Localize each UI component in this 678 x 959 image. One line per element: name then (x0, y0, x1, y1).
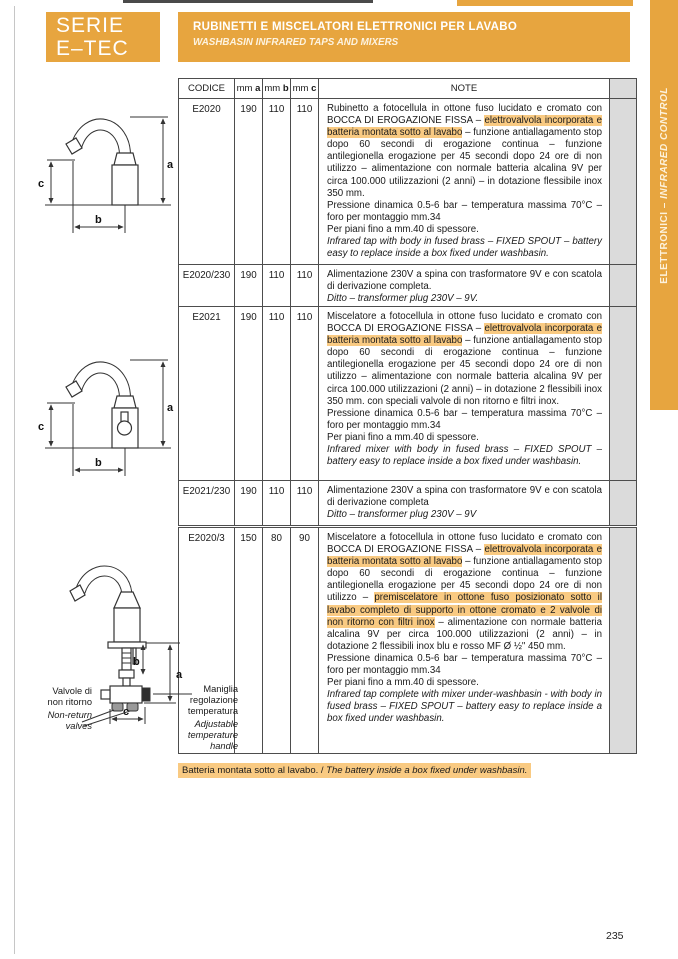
dim-b-letter: b (133, 656, 140, 668)
spacer-cell (610, 265, 637, 310)
connector-stem (123, 678, 130, 686)
note-text: Per piani fino a mm.40 di spessore. (327, 677, 479, 689)
note-text: Pressione dinamica 0.5-6 bar – temperatura massima 70°C – foro per montaggio mm.34 (327, 199, 602, 223)
highlighted-text: premiscelatore in ottone fuso posizionato sotto il lavabo completo di supporto in ottone cromato e 2 valvole di non ritorno con filtri inox (327, 592, 602, 628)
note-paragraph (327, 236, 602, 260)
product-table-e2021 (178, 306, 637, 526)
note-text: Miscelatore a fotocellula in ottone fuso lucidato e cromato con BOCCA DI EROGAZIONE FISSA – (327, 311, 602, 335)
dim-b-letter: b (95, 457, 102, 469)
note-paragraph (327, 677, 602, 689)
note-text: Miscelatore a fotocellula in ottone fuso lucidato e cromato con BOCCA DI EROGAZIONE FISSA – (327, 532, 602, 556)
note-cell (319, 528, 610, 754)
spacer-cell (610, 99, 637, 265)
threaded-shank (122, 648, 131, 670)
mm-label: mm (236, 83, 253, 94)
tap-diagram-e2021 (25, 346, 175, 491)
table-row (179, 481, 637, 526)
page-title-english: WASHBASIN INFRARED TAPS AND MIXERS (193, 37, 399, 48)
note-paragraph (327, 311, 602, 408)
series-line1: SERIE (56, 14, 125, 37)
table-row (179, 265, 637, 310)
non-return-valves-label (28, 686, 92, 732)
note-text: Rubinetto a fotocellula in ottone fuso lucidato e cromato con BOCCA DI EROGAZIONE FISSA – (327, 103, 602, 127)
note-paragraph (327, 509, 602, 521)
mm-c-cell: 110 (291, 307, 319, 481)
mm-c-cell: 110 (291, 99, 319, 265)
tap-neck (114, 153, 136, 165)
note-paragraph (327, 532, 602, 653)
mm-label: mm (292, 83, 309, 94)
note-paragraph (327, 269, 602, 293)
section-tab-label-en: INFRARED CONTROL (658, 86, 670, 199)
premixer-body (110, 686, 142, 703)
table-row (179, 307, 637, 481)
col-header-spacer (610, 79, 637, 99)
highlighted-text: elettrovalvola incorporata e batteria montata sotto al lavabo (327, 323, 602, 347)
note-text: Pressione dinamica 0.5-6 bar – temperatura massima 70°C – foro per montaggio mm.34 (327, 407, 602, 431)
highlighted-text: elettrovalvola incorporata e batteria montata sotto al lavabo (327, 115, 602, 139)
dim-c-letter: c (123, 706, 130, 718)
fixing-nut (119, 670, 134, 678)
series-badge (46, 12, 160, 62)
page-fold-line (14, 6, 15, 954)
mm-b-cell: 80 (263, 528, 291, 754)
tap-body (114, 608, 140, 642)
label-line: Maniglia (203, 684, 238, 694)
dim-a-label: a (255, 83, 261, 94)
mm-b-cell: 110 (263, 265, 291, 310)
mm-c-cell: 110 (291, 265, 319, 310)
tap-spout-fill (76, 124, 125, 157)
spacer-cell (610, 307, 637, 481)
table-row (179, 528, 637, 754)
mm-a-cell: 190 (235, 481, 263, 526)
col-header-mm-c (291, 79, 319, 99)
note-paragraph (327, 485, 602, 509)
label-line: temperature (187, 730, 238, 740)
label-line: Valvole di (52, 686, 92, 696)
codice-cell: E2020/3 (179, 528, 235, 754)
page-title (178, 12, 630, 62)
dim-a-letter: a (167, 159, 174, 171)
note-paragraph (327, 224, 602, 236)
codice-cell: E2021/230 (179, 481, 235, 526)
highlighted-text: elettrovalvola incorporata e batteria montata sotto al lavabo (327, 544, 602, 568)
mm-c-cell: 90 (291, 528, 319, 754)
section-tab (650, 0, 678, 410)
codice-cell: E2021 (179, 307, 235, 481)
spacer-cell (610, 481, 637, 526)
dim-a-letter: a (176, 669, 183, 681)
label-line: Non-return (47, 710, 92, 720)
note-text: Per piani fino a mm.40 di spessore. (327, 431, 479, 443)
tap-spout-fill (76, 367, 125, 400)
product-table-e2020 (178, 78, 637, 311)
battery-footnote (178, 765, 531, 776)
note-text: Alimentazione 230V a spina con trasformatore 9V e con scatola di derivazione completa. (327, 269, 602, 293)
note-paragraph (327, 653, 602, 677)
table-header-row (179, 79, 637, 99)
inlet-stub (101, 690, 110, 699)
mm-b-cell: 110 (263, 99, 291, 265)
mm-b-cell: 110 (263, 481, 291, 526)
note-text: Alimentazione 230V a spina con trasformatore 9V e con scatola di derivazione completa (327, 485, 602, 509)
note-paragraph (327, 408, 602, 432)
label-line: handle (210, 741, 238, 751)
temperature-handle-label (182, 684, 238, 752)
note-paragraph (327, 103, 602, 200)
footnote-italian: Batteria montata sotto al lavabo. / (182, 765, 327, 776)
note-paragraph (327, 200, 602, 224)
note-cell (319, 481, 610, 526)
footnote-english: The battery inside a box fixed under washbasin. (326, 765, 528, 776)
note-text: – funzione antiallagamento stop dopo 60 secondi di erogazione continua – funzione antilegionella erogazione per 45 secondi dopo 24 ore di non utilizzo – alimentazione con normale batteria alcalina 9V per circa 100.000 utilizzazioni (2 anni) – in dotazione 2 flessibili inox 350 mm. con speciali valvole di non ritorno e filtri inox. (327, 335, 602, 407)
note-paragraph (327, 432, 602, 444)
col-header-mm-b (263, 79, 291, 99)
note-cell (319, 265, 610, 310)
mm-c-cell: 110 (291, 481, 319, 526)
note-text: Pressione dinamica 0.5-6 bar – temperatura massima 70°C – foro per montaggio mm.34 (327, 652, 602, 677)
page-title-italian: RUBINETTI E MISCELATORI ELETTRONICI PER LAVABO (193, 21, 518, 33)
col-header-mm-a (235, 79, 263, 99)
tap-body (112, 165, 138, 205)
mm-a-cell: 150 (235, 528, 263, 754)
note-text: Infrared tap with body in fused brass – FIXED SPOUT – battery easy to replace inside a box fixed under washbasin. (327, 236, 602, 260)
note-paragraph (327, 689, 602, 725)
label-line: non ritorno (47, 697, 92, 707)
tap-cone (114, 592, 140, 608)
series-line2: E–TEC (56, 37, 129, 60)
dim-b-label: b (282, 83, 289, 94)
label-line: valves (65, 721, 92, 731)
mounting-flange (108, 642, 146, 648)
section-tab-label-it: ELETTRONICI – (658, 198, 670, 284)
note-text: – alimentazione con normale batteria alcalina 9V per circa 100.000 utilizzazioni (2 anni) – in dotazione 2 flessibili inox blu e rosso MF Ø ½" 450 mm. (327, 616, 602, 652)
product-table-e2020-3 (178, 527, 637, 754)
mm-b-cell: 110 (263, 307, 291, 481)
table-row (179, 99, 637, 265)
tap-diagram-e2020 (25, 103, 175, 248)
spacer-cell (610, 528, 637, 754)
section-tab-label (659, 87, 670, 284)
note-text: Ditto – transformer plug 230V – 9V (327, 509, 477, 521)
note-paragraph (327, 293, 602, 305)
col-header-codice: CODICE (179, 79, 235, 99)
tap-neck (114, 396, 136, 408)
temperature-knob (118, 421, 132, 435)
mm-a-cell: 190 (235, 99, 263, 265)
dim-b-letter: b (95, 214, 102, 226)
page-edge-artifact (123, 0, 373, 3)
label-line: Adjustable (194, 719, 238, 729)
dim-c-letter: c (38, 421, 45, 433)
page-edge-artifact (457, 0, 633, 6)
dim-a-letter: a (167, 402, 174, 414)
mm-a-cell: 190 (235, 307, 263, 481)
label-line: regolazione (189, 695, 238, 705)
note-cell (319, 307, 610, 481)
note-text: Per piani fino a mm.40 di spessore. (327, 223, 479, 235)
codice-cell: E2020 (179, 99, 235, 265)
page-number: 235 (606, 930, 624, 942)
note-text: – funzione antiallagamento stop dopo 60 secondi di erogazione continua – funzione antilegionella erogazione per 45 secondi dopo 24 ore di non utilizzo – (327, 556, 602, 604)
note-text: – funzione antiallagamento stop dopo 60 secondi di erogazione continua – funzione antilegionella erogazione per 45 secondi dopo 24 ore di non utilizzo – alimentazione con normale batteria alcalina 9V per circa 100.000 utilizzazioni (2 anni) – in dotazione flessibile inox 350 mm. (327, 127, 602, 199)
label-line: temperatura (187, 706, 238, 716)
note-text: Ditto – transformer plug 230V – 9V. (327, 293, 479, 305)
temperature-handle (142, 688, 150, 701)
col-header-note: NOTE (319, 79, 610, 99)
dim-c-label: c (311, 83, 317, 94)
mm-label: mm (264, 83, 281, 94)
note-text: Infrared tap complete with mixer under-washbasin - with body in fused brass – FIXED SPOUT – battery easy to replace inside a box fixed under washbasin. (327, 689, 602, 725)
note-text: Infrared mixer with body in fused brass – FIXED SPOUT – battery easy to replace inside a box fixed under washbasin. (327, 444, 602, 468)
note-paragraph (327, 444, 602, 468)
codice-cell: E2020/230 (179, 265, 235, 310)
dim-c-letter: c (38, 178, 45, 190)
mm-a-cell: 190 (235, 265, 263, 310)
note-cell (319, 99, 610, 265)
